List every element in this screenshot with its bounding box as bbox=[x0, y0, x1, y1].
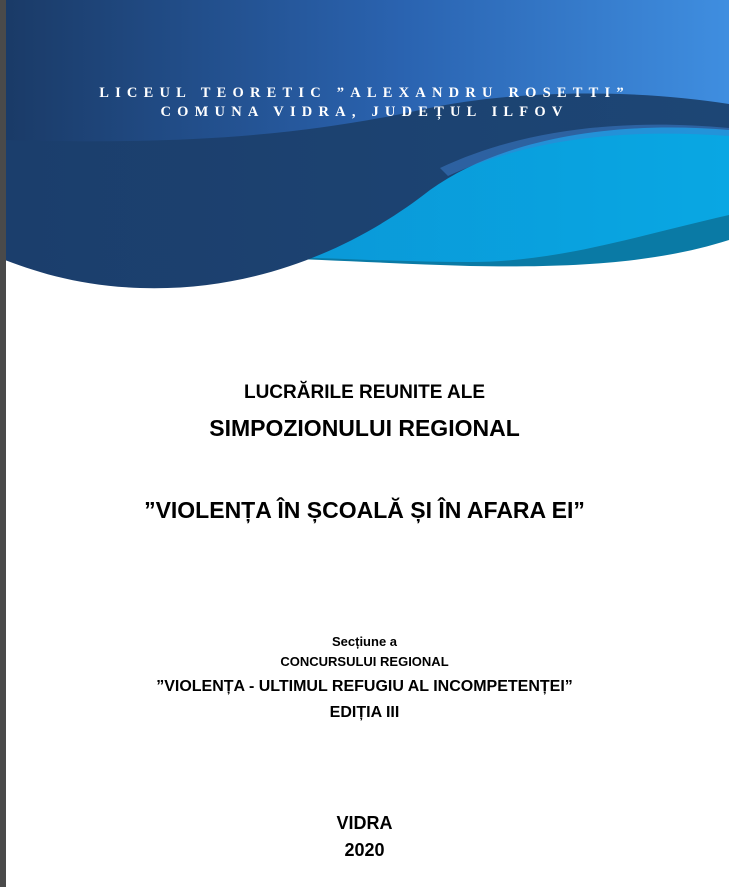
year: 2020 bbox=[344, 840, 385, 860]
title-line-3: ”VIOLENȚA ÎN ȘCOALĂ ȘI ÎN AFARA EI” bbox=[144, 497, 585, 523]
title-line-2: SIMPOZIONULUI REGIONAL bbox=[209, 415, 520, 441]
title-line-1: LUCRĂRILE REUNITE ALE bbox=[243, 382, 486, 403]
section-line-2: CONCURSULUI REGIONAL bbox=[280, 654, 449, 669]
section-line-1: Secțiune a bbox=[331, 634, 398, 649]
header-wave-graphic bbox=[0, 0, 729, 300]
place-name: VIDRA bbox=[336, 813, 393, 833]
school-name: LICEUL TEORETIC ”ALEXANDRU ROSETTI” bbox=[99, 85, 630, 101]
section-line-4: EDIȚIA III bbox=[329, 704, 400, 721]
school-location: COMUNA VIDRA, JUDEȚUL ILFOV bbox=[160, 104, 569, 120]
section-line-3: ”VIOLENȚA - ULTIMUL REFUGIU AL INCOMPETENȚEI” bbox=[156, 678, 573, 695]
page-left-border bbox=[0, 0, 6, 887]
